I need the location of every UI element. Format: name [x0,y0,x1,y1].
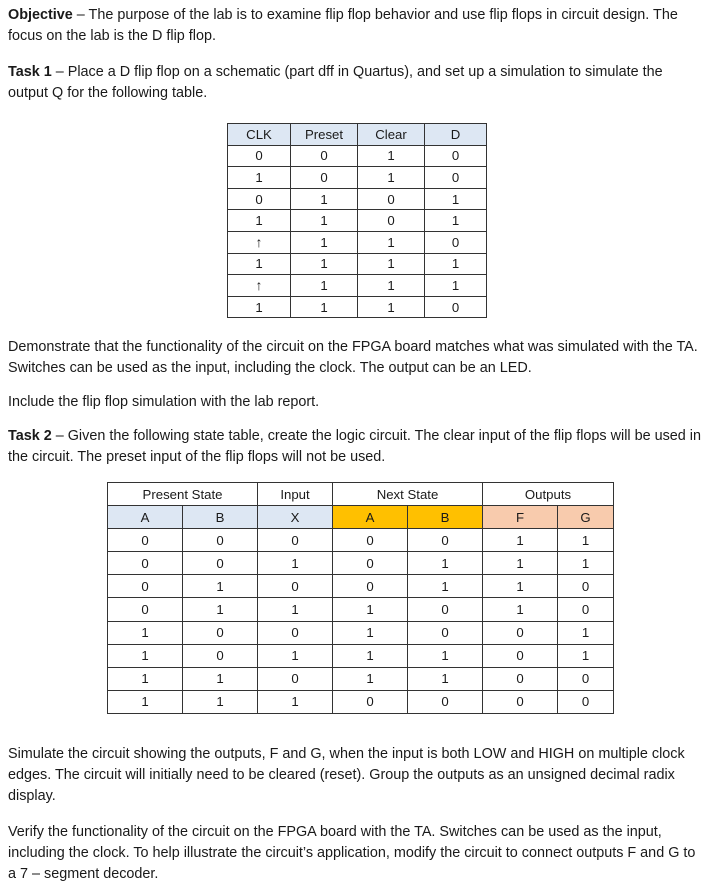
task2-table-cell: 1 [333,598,408,621]
task2-table-cell: 1 [333,644,408,667]
task2-table-cell: 0 [483,621,558,644]
task2-subheader-cell: B [408,506,483,529]
task1-table-cell: 1 [358,296,425,318]
task2-table-cell: 1 [183,667,258,690]
task2-table-cell: 1 [108,621,183,644]
task1-table-cell: 0 [425,231,487,253]
task1-table-cell: 1 [291,210,358,232]
task2-table-cell: 1 [258,690,333,713]
task2-table-row [108,552,614,575]
task1-table-cell: 1 [358,253,425,275]
task2-table-row [108,690,614,713]
task1-table-cell: 1 [425,253,487,275]
task2-table-cell: 0 [183,529,258,552]
task1-header-cell: Preset [291,124,358,146]
task2-table-cell: 0 [408,621,483,644]
task2-group-header-row [108,483,614,506]
task1-header-cell: CLK [228,124,291,146]
objective-label: Objective [8,7,73,23]
task2-table-cell: 0 [183,552,258,575]
task1-text: – Place a D flip flop on a schematic (part dff in Quartus), and set up a simulation to simulate the output Q for the following table. [8,64,663,101]
task2-table-cell: 1 [183,690,258,713]
task2-table-cell: 1 [483,598,558,621]
task2-table-cell: 0 [333,552,408,575]
task2-table-cell: 1 [183,598,258,621]
task2-table-cell: 0 [333,575,408,598]
task2-table-cell: 1 [408,575,483,598]
task1-table-row [228,253,487,275]
task2-subheader-row [108,506,614,529]
task2-table-cell: 1 [108,667,183,690]
task2-table-cell: 1 [183,575,258,598]
task1-table-cell: 0 [358,210,425,232]
task2-table-cell: 1 [408,552,483,575]
task2-table-cell: 1 [558,552,614,575]
task2-text: – Given the following state table, create the logic circuit. The clear input of the flip flops will be used in the circuit. The preset input of the flip flops will not be used. [8,428,701,465]
task2-verify-paragraph: Verify the functionality of the circuit on the FPGA board with the TA. Switches can be used as the input, including the clock. To help illustrate the circuit’s application, modify the circuit to connect outputs F and G to a 7 – segment decoder. [8,824,696,882]
task1-table-cell: 0 [425,167,487,189]
task2-subheader-cell: F [483,506,558,529]
task1-table-row [228,167,487,189]
task2-group-header: Next State [333,483,483,506]
task1-table-row [228,231,487,253]
task1-demo-paragraph: Demonstrate that the functionality of the circuit on the FPGA board matches what was simulated with the TA. Switches can be used as the input, including the clock. The output can be an LED. [8,339,698,376]
task2-table-cell: 0 [483,690,558,713]
task2-table-cell: 1 [333,667,408,690]
task2-paragraph [8,426,706,468]
task2-table-cell: 0 [408,690,483,713]
task1-table-cell: 1 [358,231,425,253]
task2-table-cell: 0 [333,690,408,713]
task1-header-cell: D [425,124,487,146]
task2-table-cell: 0 [333,529,408,552]
task2-state-table [107,482,614,714]
task2-table-cell: 0 [258,575,333,598]
task2-simulate-paragraph: Simulate the circuit showing the outputs, F and G, when the input is both LOW and HIGH on multiple clock edges. The circuit will initially need to be cleared (reset). Group the outputs as an unsigned decimal radix display. [8,746,685,804]
task1-table-cell: 1 [358,275,425,297]
task2-table-cell: 0 [483,667,558,690]
task1-table-cell: 1 [291,188,358,210]
task1-table-cell: 1 [425,188,487,210]
task2-table-row [108,598,614,621]
task2-table-row [108,621,614,644]
objective-text: – The purpose of the lab is to examine flip flop behavior and use flip flops in circuit design. The focus on the lab is the D flip flop. [8,7,678,44]
task1-table-cell: 1 [291,253,358,275]
task1-table-cell: 1 [291,231,358,253]
task2-table-cell: 1 [558,529,614,552]
task1-paragraph [8,62,706,104]
task1-table-cell: 0 [425,145,487,167]
task2-table-cell: 0 [558,690,614,713]
task2-table-cell: 0 [258,621,333,644]
task1-table-cell: 1 [291,296,358,318]
task2-table-cell: 1 [258,552,333,575]
task1-table-cell: 0 [358,188,425,210]
task2-table-cell: 1 [408,644,483,667]
task2-table-cell: 0 [258,529,333,552]
task1-table-cell: 1 [425,275,487,297]
task1-table-cell: 0 [425,296,487,318]
task2-table-cell: 1 [258,644,333,667]
objective-paragraph [8,5,706,47]
task2-table-row [108,529,614,552]
task1-header-cell: Clear [358,124,425,146]
task2-subheader-cell: B [183,506,258,529]
task1-table-cell: 1 [291,275,358,297]
task1-table-cell: 0 [228,188,291,210]
task2-subheader-cell: G [558,506,614,529]
task1-table-cell: 1 [228,167,291,189]
task1-table-cell: 0 [291,167,358,189]
task2-table-cell: 1 [558,621,614,644]
task2-table-row [108,644,614,667]
task2-table-cell: 0 [408,598,483,621]
task1-table-row [228,296,487,318]
task2-subheader-cell: A [333,506,408,529]
task2-subheader-cell: X [258,506,333,529]
task2-table-cell: 0 [558,575,614,598]
task2-table-cell: 0 [558,598,614,621]
task1-table-cell: 1 [228,253,291,275]
task1-table-row [228,145,487,167]
task1-table-row [228,275,487,297]
task2-table-row [108,667,614,690]
task2-table-cell: 0 [108,598,183,621]
task2-table-cell: 1 [483,552,558,575]
task1-table-row [228,188,487,210]
task1-table-cell: 1 [358,145,425,167]
rising-edge-arrow-icon: ↑ [228,231,291,253]
task2-subheader-cell: A [108,506,183,529]
task1-table-cell: 1 [358,167,425,189]
task2-table-cell: 1 [558,644,614,667]
task2-table-cell: 1 [483,575,558,598]
task1-include-paragraph: Include the flip flop simulation with the lab report. [8,394,320,410]
task2-table-cell: 0 [408,529,483,552]
task1-table-cell: 1 [228,210,291,232]
task2-label: Task 2 [8,428,52,444]
task2-table-cell: 1 [108,644,183,667]
task2-table-cell: 0 [108,552,183,575]
task2-table-cell: 1 [333,621,408,644]
task2-group-header: Present State [108,483,258,506]
task2-table-cell: 1 [483,529,558,552]
task1-table-cell: 0 [228,145,291,167]
task2-group-header: Outputs [483,483,614,506]
task2-table-cell: 1 [258,598,333,621]
task2-table-cell: 1 [408,667,483,690]
task1-table-cell: 1 [228,296,291,318]
task2-table-cell: 0 [108,575,183,598]
task2-table-cell: 1 [108,690,183,713]
rising-edge-arrow-icon: ↑ [228,275,291,297]
task2-table-cell: 0 [558,667,614,690]
task1-table-cell: 0 [291,145,358,167]
task2-table-cell: 0 [183,644,258,667]
task2-table-cell: 0 [183,621,258,644]
task2-table-cell: 0 [108,529,183,552]
task1-label: Task 1 [8,64,52,80]
task1-table-cell: 1 [425,210,487,232]
task2-table-row [108,575,614,598]
task1-table-row [228,210,487,232]
task2-table-cell: 0 [483,644,558,667]
task2-table-cell: 0 [258,667,333,690]
task1-table-header-row [228,124,487,146]
task2-group-header: Input [258,483,333,506]
task1-truth-table [227,123,487,318]
